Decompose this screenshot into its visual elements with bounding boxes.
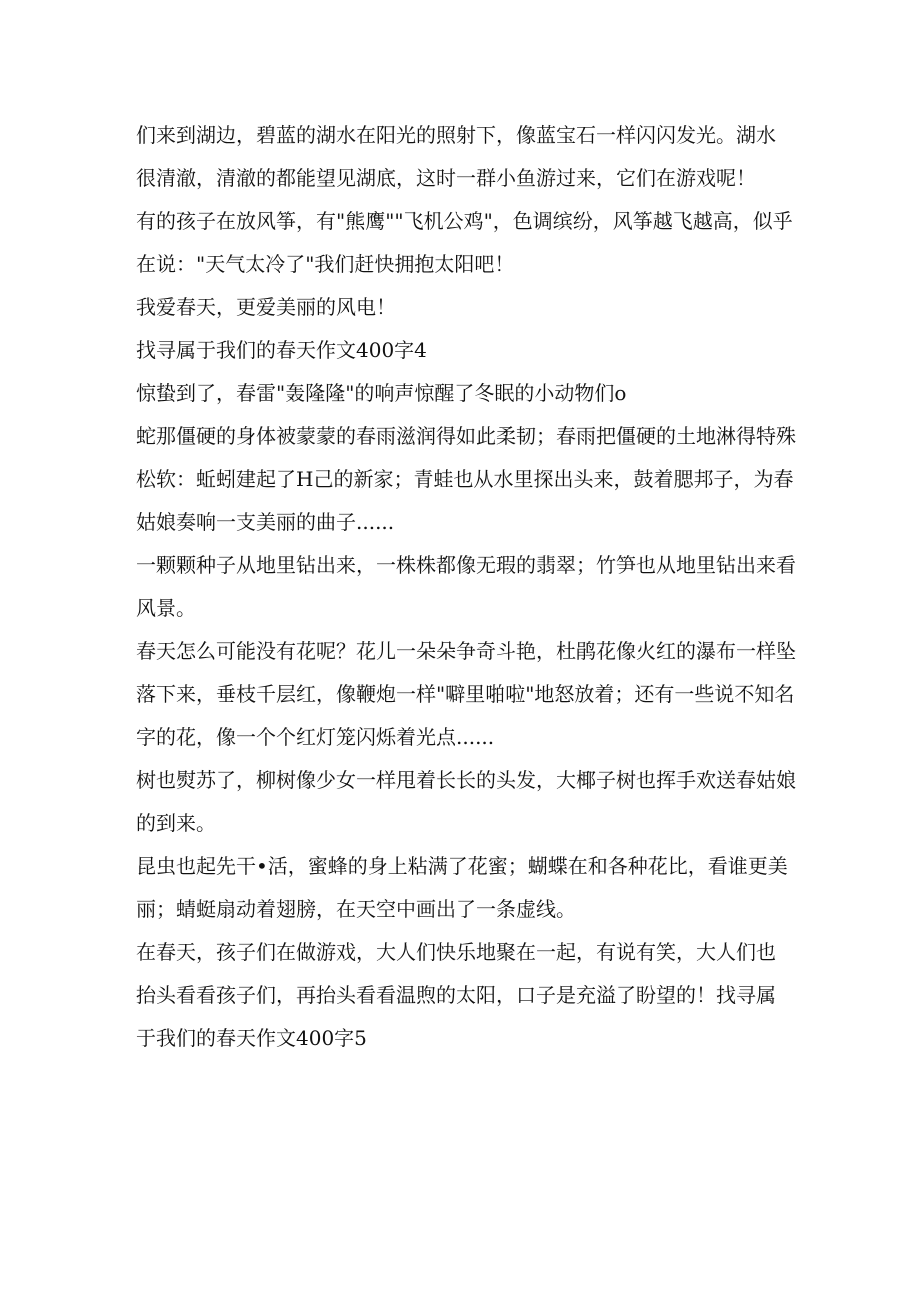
- text-line: 丽；蜻蜓扇动着翅膀，在天空中画出了一条虚线。: [136, 897, 576, 921]
- text-line: 我爱春天，更爱美丽的风电！: [136, 295, 396, 319]
- text-line: 蛇那僵硬的身体被蒙蒙的春雨滋润得如此柔韧；春雨把僵硬的土地淋得特殊: [136, 424, 796, 448]
- text-line: 松软：蚯蚓建起了H己的新家；青蛙也从水里探出头来，鼓着腮邦子，为春: [136, 467, 794, 491]
- text-line: 有的孩子在放风筝，有"熊鹰""飞机公鸡"，色调缤纷，风筝越飞越高，似乎: [136, 209, 793, 233]
- text-line: 们来到湖边，碧蓝的湖水在阳光的照射下，像蓝宝石一样闪闪发光。湖水: [136, 123, 776, 147]
- text-line: 的到来。: [136, 811, 216, 835]
- section-heading: 找寻属于我们的春天作文400字4: [136, 338, 427, 362]
- section-heading: 于我们的春天作文400字5: [136, 1026, 367, 1050]
- text-line: 树也熨苏了，柳树像少女一样甩着长长的头发，大椰子树也挥手欢送春姑娘: [136, 768, 796, 792]
- text-line: 姑娘奏响一支美丽的曲子......: [136, 510, 395, 534]
- document-body: [136, 114, 796, 1060]
- text-line: 落下来，垂枝千层红，像鞭炮一样"噼里啪啦"地怒放着；还有一些说不知名: [136, 682, 795, 706]
- text-line: 字的花，像一个个红灯笼闪烁着光点......: [136, 725, 495, 749]
- text-line: 一颗颗种子从地里钻出来，一株株都像无瑕的翡翠；竹笋也从地里钻出来看: [136, 553, 796, 577]
- text-line: 很清澈，清澈的都能望见湖底，这时一群小鱼游过来，它们在游戏呢！: [136, 166, 756, 190]
- text-line: 昆虫也起先干•活，蜜蜂的身上粘满了花蜜；蝴蝶在和各种花比，看谁更美: [136, 854, 788, 878]
- text-line: 抬头看看孩子们，再抬头看看温煦的太阳，口子是充溢了盼望的！找寻属: [136, 983, 776, 1007]
- text-line: 在春天，孩子们在做游戏，大人们快乐地聚在一起，有说有笑，大人们也: [136, 940, 776, 964]
- text-line: 风景。: [136, 596, 196, 620]
- text-line: 春天怎么可能没有花呢？花儿一朵朵争奇斗艳，杜鹃花像火红的瀑布一样坠: [136, 639, 796, 663]
- text-line: 在说："天气太冷了"我们赶快拥抱太阳吧！: [136, 252, 515, 276]
- text-line: 惊蛰到了，春雷"轰隆隆"的响声惊醒了冬眠的小动物们o: [136, 381, 627, 405]
